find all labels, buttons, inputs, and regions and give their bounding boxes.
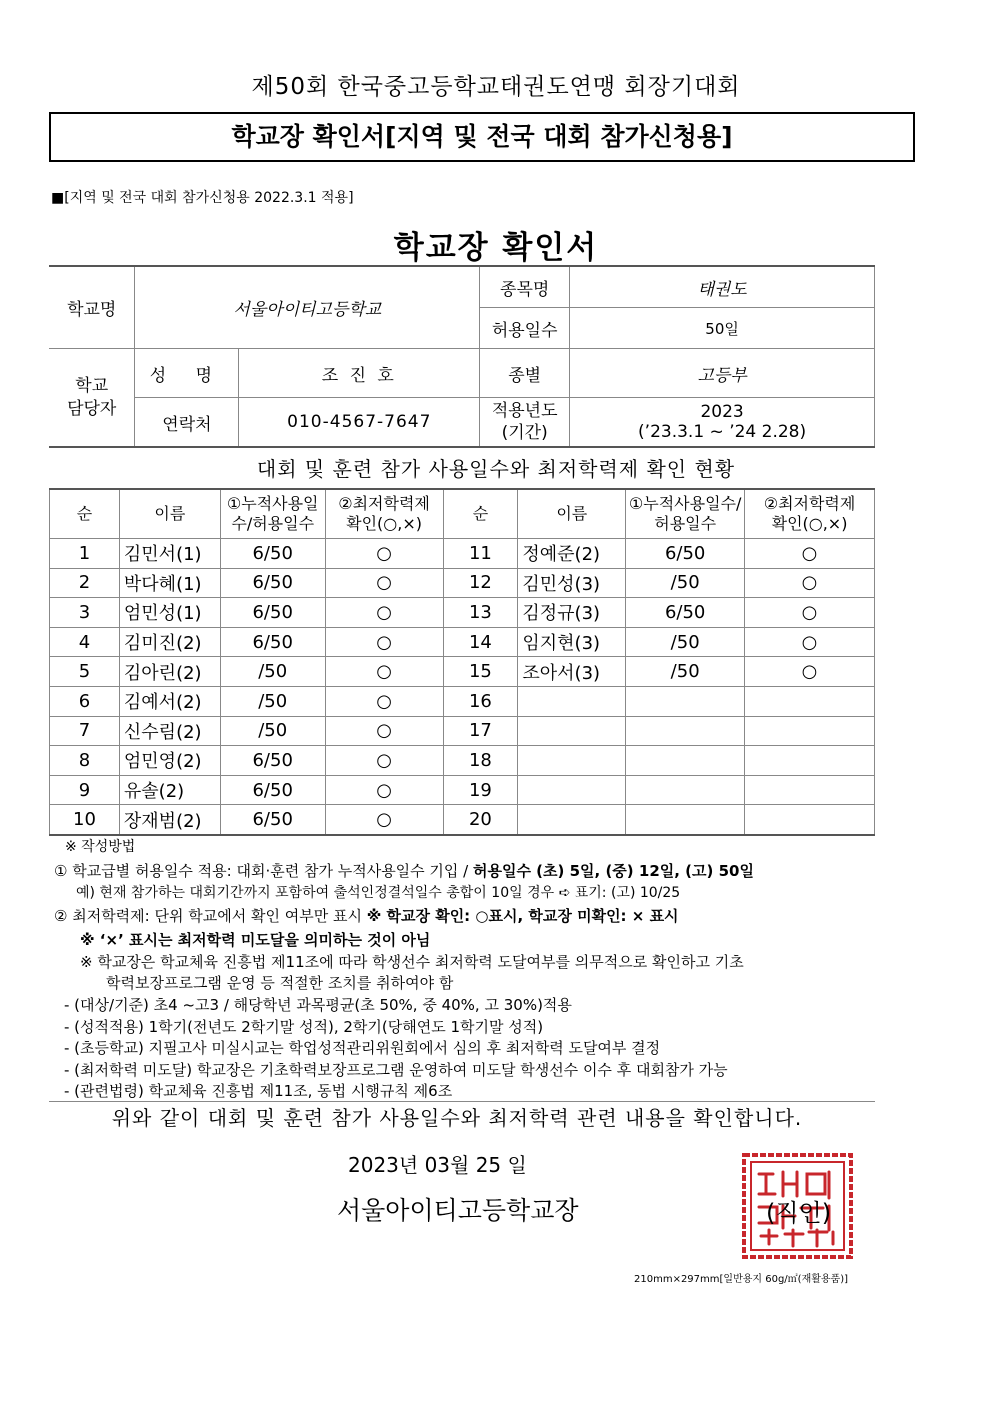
detail-4: - (최저학력 미도달) 학교장은 기초학력보장프로그램 운영하여 미도달 학생선수 이수 후 대회참가 가능 — [64, 1061, 728, 1079]
roster-header-cell: 이름 — [119, 489, 220, 539]
roster-no-cell: 9 — [50, 775, 120, 805]
roster-days-cell: /50 — [626, 657, 745, 687]
roster-days-cell — [626, 746, 745, 776]
note-4b: 학력보장프로그램 운영 등 적절한 조치를 취하여야 함 — [106, 974, 454, 992]
roster-no-cell: 16 — [443, 686, 518, 716]
detail-3: - (초등학교) 지필고사 미실시교는 학업성적관리위원회에서 심의 후 최저학력 도달여부 결정 — [64, 1039, 661, 1057]
roster-row — [50, 805, 875, 835]
issue-date: 2023년 03월 25 일 — [348, 1153, 527, 1177]
confirmation-statement: 위와 같이 대회 및 훈련 참가 사용일수와 최저학력 관련 내용을 확인합니다. — [111, 1106, 803, 1130]
roster-no-cell: 2 — [50, 568, 120, 598]
paper-spec-footer: 210mm×297mm[일반용지 60g/㎡(재활용품)] — [634, 1274, 849, 1285]
roster-check-cell: ○ — [325, 539, 443, 569]
note-1-text: ① 학교급별 허용일수 적용: 대회·훈련 참가 누적사용일수 기입 / — [54, 862, 473, 880]
roster-no-cell: 4 — [50, 627, 120, 657]
roster-check-cell: ○ — [745, 627, 875, 657]
roster-days-cell: /50 — [220, 657, 325, 687]
note-2-emphasis: ※ 학교장 확인: ○표시, 학교장 미확인: × 표시 — [366, 907, 679, 925]
roster-days-cell — [626, 775, 745, 805]
roster-name-cell: 김민성(3) — [518, 568, 626, 598]
main-title: 학교장 확인서 — [393, 230, 599, 266]
detail-2: - (성적적용) 1학기(전년도 2학기말 성적), 2학기(당해연도 1학기말 성적) — [64, 1018, 544, 1036]
roster-check-cell — [745, 805, 875, 835]
roster-name-cell — [518, 775, 626, 805]
roster-days-cell: 6/50 — [626, 539, 745, 569]
roster-check-cell: ○ — [745, 568, 875, 598]
roster-days-cell — [626, 686, 745, 716]
roster-check-cell — [745, 775, 875, 805]
roster-row — [50, 598, 875, 628]
school-name-value: 서울아이티고등학교 — [135, 266, 480, 349]
roster-name-cell: 조아서(3) — [518, 657, 626, 687]
year-value: 2023 — [700, 402, 744, 422]
note-2-text: ② 최저학력제: 단위 학교에서 확인 여부만 표시 — [54, 907, 367, 925]
roster-table — [49, 488, 875, 836]
school-name-label: 학교명 — [49, 266, 135, 349]
event-label: 종목명 — [480, 266, 570, 308]
roster-name-cell: 신수림(2) — [119, 716, 220, 746]
roster-check-cell — [745, 686, 875, 716]
roster-days-cell — [626, 805, 745, 835]
allowed-days-label: 허용일수 — [480, 308, 570, 349]
note-1-example: 예) 현재 참가하는 대회기간까지 포함하여 출석인정결석일수 총합이 10일 경우 ➪ 표기: (고) 10/25 — [76, 885, 681, 901]
roster-days-cell: 6/50 — [220, 775, 325, 805]
roster-no-cell: 8 — [50, 746, 120, 776]
roster-days-cell: 6/50 — [220, 746, 325, 776]
form-applicability-note: ■[지역 및 전국 대회 참가신청용 2022.3.1 적용] — [51, 190, 354, 206]
note-3: ※ ‘×’ 표시는 최저학력 미도달을 의미하는 것이 아님 — [80, 931, 431, 949]
roster-header-cell: ①누적사용일 수/허용일수 — [220, 489, 325, 539]
roster-no-cell: 7 — [50, 716, 120, 746]
roster-name-cell: 임지현(3) — [518, 627, 626, 657]
roster-header-cell: ②최저학력제 확인(○,×) — [325, 489, 443, 539]
notes-heading: ※ 작성방법 — [65, 839, 136, 855]
roster-no-cell: 10 — [50, 805, 120, 835]
roster-check-cell: ○ — [325, 568, 443, 598]
staff-label: 학교 담당자 — [49, 349, 135, 448]
division-label: 종별 — [480, 349, 570, 398]
roster-days-cell: /50 — [626, 568, 745, 598]
roster-no-cell: 6 — [50, 686, 120, 716]
roster-days-cell: 6/50 — [220, 568, 325, 598]
note-1 — [54, 860, 754, 881]
roster-row — [50, 539, 875, 569]
roster-name-cell: 김미진(2) — [119, 627, 220, 657]
roster-no-cell: 17 — [443, 716, 518, 746]
roster-check-cell: ○ — [325, 716, 443, 746]
roster-name-cell: 김정규(3) — [518, 598, 626, 628]
roster-check-cell: ○ — [745, 539, 875, 569]
detail-5: - (관련법령) 학교체육 진흥법 제11조, 동법 시행규칙 제6조 — [64, 1082, 453, 1100]
roster-name-cell: 엄민영(2) — [119, 746, 220, 776]
roster-section-title: 대회 및 훈련 참가 사용일수와 최저학력제 확인 현황 — [256, 457, 736, 481]
roster-no-cell: 19 — [443, 775, 518, 805]
roster-check-cell — [745, 716, 875, 746]
seal-label: (직인) — [766, 1199, 832, 1227]
roster-no-cell: 1 — [50, 539, 120, 569]
roster-name-cell: 장재범(2) — [119, 805, 220, 835]
roster-check-cell: ○ — [325, 598, 443, 628]
roster-days-cell — [626, 716, 745, 746]
roster-no-cell: 20 — [443, 805, 518, 835]
roster-days-cell: /50 — [626, 627, 745, 657]
staff-name-label: 성 명 — [135, 349, 239, 398]
principal-name: 서울아이티고등학교장 — [337, 1196, 579, 1225]
roster-no-cell: 12 — [443, 568, 518, 598]
contact-value: 010-4567-7647 — [239, 398, 480, 448]
roster-row — [50, 657, 875, 687]
roster-row — [50, 627, 875, 657]
roster-row — [50, 716, 875, 746]
roster-no-cell: 15 — [443, 657, 518, 687]
roster-name-cell: 유솔(2) — [119, 775, 220, 805]
roster-check-cell: ○ — [325, 805, 443, 835]
roster-days-cell: 6/50 — [220, 598, 325, 628]
roster-days-cell: 6/50 — [220, 805, 325, 835]
roster-check-cell: ○ — [325, 657, 443, 687]
roster-name-cell — [518, 716, 626, 746]
roster-header-cell: 순 — [443, 489, 518, 539]
event-value: 태권도 — [570, 266, 875, 308]
note-4a: ※ 학교장은 학교체육 진흥법 제11조에 따라 학생선수 최저학력 도달여부를 의무적으로 확인하고 기초 — [80, 953, 744, 971]
note-1-emphasis: 허용일수 (초) 5일, (중) 12일, (고) 50일 — [473, 862, 754, 880]
staff-name-value: 조 진 호 — [239, 349, 480, 398]
roster-header-cell: 이름 — [518, 489, 626, 539]
roster-check-cell: ○ — [745, 657, 875, 687]
roster-name-cell: 엄민성(1) — [119, 598, 220, 628]
division-value: 고등부 — [570, 349, 875, 398]
year-cell — [570, 398, 875, 448]
detail-1: - (대상/기준) 초4 ~고3 / 해당학년 과목평균(초 50%, 중 40%, 고 30%)적용 — [64, 996, 572, 1014]
roster-header-cell: 순 — [50, 489, 120, 539]
school-info-table — [49, 265, 875, 448]
roster-days-cell: /50 — [220, 686, 325, 716]
roster-name-cell: 김예서(2) — [119, 686, 220, 716]
roster-name-cell — [518, 746, 626, 776]
roster-check-cell — [745, 746, 875, 776]
roster-check-cell: ○ — [325, 686, 443, 716]
roster-days-cell: 6/50 — [220, 539, 325, 569]
year-period: (’23.3.1 ~ ’24 2.28) — [638, 422, 807, 442]
roster-row — [50, 746, 875, 776]
year-label: 적용년도 (기간) — [480, 398, 570, 448]
roster-days-cell: /50 — [220, 716, 325, 746]
roster-row — [50, 568, 875, 598]
roster-name-cell: 김민서(1) — [119, 539, 220, 569]
roster-days-cell: 6/50 — [220, 627, 325, 657]
roster-name-cell — [518, 805, 626, 835]
roster-check-cell: ○ — [325, 775, 443, 805]
roster-no-cell: 18 — [443, 746, 518, 776]
roster-header-row — [50, 489, 875, 539]
roster-check-cell: ○ — [325, 746, 443, 776]
competition-title: 제50회 한국중고등학교태권도연맹 회장기대회 — [251, 74, 741, 100]
roster-no-cell: 3 — [50, 598, 120, 628]
roster-check-cell: ○ — [745, 598, 875, 628]
form-title-box: 학교장 확인서[지역 및 전국 대회 참가신청용] — [49, 112, 915, 162]
roster-header-cell: ②최저학력제 확인(○,×) — [745, 489, 875, 539]
roster-name-cell: 김아린(2) — [119, 657, 220, 687]
roster-name-cell: 정예준(2) — [518, 539, 626, 569]
roster-row — [50, 686, 875, 716]
roster-no-cell: 14 — [443, 627, 518, 657]
roster-no-cell: 5 — [50, 657, 120, 687]
roster-no-cell: 13 — [443, 598, 518, 628]
note-2 — [54, 905, 679, 926]
roster-name-cell — [518, 686, 626, 716]
roster-row — [50, 775, 875, 805]
roster-no-cell: 11 — [443, 539, 518, 569]
roster-check-cell: ○ — [325, 627, 443, 657]
roster-days-cell: 6/50 — [626, 598, 745, 628]
roster-header-cell: ①누적사용일수/ 허용일수 — [626, 489, 745, 539]
roster-name-cell: 박다혜(1) — [119, 568, 220, 598]
allowed-days-value: 50일 — [570, 308, 875, 349]
contact-label: 연락처 — [135, 398, 239, 448]
